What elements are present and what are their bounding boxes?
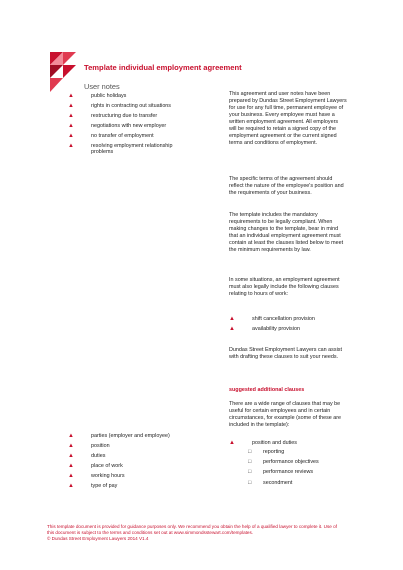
triangle-bullet-icon: ▲ <box>68 93 74 99</box>
list-item: ▲ availability provision <box>229 326 300 332</box>
triangle-bullet-icon: ▲ <box>68 103 74 109</box>
mandatory-requirements-paragraph: The template includes the mandatory requirements to be legally compliant. When making changes to the template, bear in mind that an individual employment agreement must contain at least the clauses listed below to meet the minimum requirements by law. <box>229 212 344 253</box>
hours-list <box>229 316 369 336</box>
mandatory-clauses-list <box>68 433 218 493</box>
list-item: ▲ negotiations with new employer <box>68 123 167 129</box>
list-item: ▲ public holidays <box>68 93 127 99</box>
document-title: Template individual employment agreement <box>84 63 242 72</box>
drafting-assist-paragraph: Dundas Street Employment Lawyers can assist with drafting these clauses to suit your needs. <box>229 347 342 360</box>
user-notes-list <box>68 93 218 159</box>
triangle-bullet-icon: ▲ <box>68 453 74 459</box>
triangle-bullet-icon: ▲ <box>68 463 74 469</box>
list-item: ▲ restructuring due to transfer <box>68 113 158 119</box>
list-item: ▲ rights in contracting out situations <box>68 103 172 109</box>
triangle-bullet-icon: ▲ <box>68 123 74 129</box>
copyright-line: © Dundas Street Employment Lawyers 2014 V1.4 <box>47 536 149 541</box>
list-item: ▲ position and duties <box>229 440 297 446</box>
list-item: ▲ shift cancellation provision <box>229 316 315 322</box>
checkbox-square-icon: □ <box>248 469 252 476</box>
triangle-bullet-icon: ▲ <box>68 113 74 119</box>
triangle-bullet-icon: ▲ <box>68 483 74 489</box>
list-item: □ performance objectives <box>248 459 319 466</box>
checkbox-square-icon: □ <box>248 449 252 455</box>
triangle-bullet-icon: ▲ <box>68 133 74 139</box>
footer-line: This template document is provided for guidance purposes only. We recommend you obtain the help of a qualified lawyer to complete it. Use of <box>47 524 337 529</box>
intro-paragraph: This agreement and user notes have been prepared by Dundas Street Employment Lawyers for use for any full time, permanent employee of your business. Every employee must have a written employment agreement. All employers will be required to retain a signed copy of the employment agreement or the current signed terms and conditions of employment. <box>229 91 347 146</box>
triangle-bullet-icon: ▲ <box>229 316 235 322</box>
list-item: ▲ no transfer of employment <box>68 133 154 139</box>
triangle-bullet-icon: ▲ <box>68 473 74 479</box>
triangle-bullet-icon: ▲ <box>229 326 235 332</box>
additional-clauses-list <box>229 440 369 449</box>
triangle-bullet-icon: ▲ <box>68 143 74 149</box>
company-logo <box>50 52 76 92</box>
list-item: □ reporting <box>248 449 285 455</box>
checkbox-square-icon: □ <box>248 459 252 466</box>
list-item: ▲ place of work <box>68 463 123 469</box>
additional-clauses-heading: suggested additional clauses <box>229 387 305 393</box>
footer-disclaimer <box>47 524 387 542</box>
specific-terms-paragraph: The specific terms of the agreement should reflect the nature of the employee's position and the requirements of your business. <box>229 176 344 196</box>
list-item: □ performance reviews <box>248 469 314 476</box>
list-item: □ secondment <box>248 479 293 486</box>
additional-clauses-paragraph: There are a wide range of clauses that may be useful for certain employees and in certain circumstances, for example (some of these are included in the template): <box>229 401 342 428</box>
list-item: ▲ type of pay <box>68 483 118 489</box>
list-item: ▲ position <box>68 443 110 449</box>
triangle-bullet-icon: ▲ <box>68 433 74 439</box>
list-item: ▲ working hours <box>68 473 125 479</box>
list-item: ▲ duties <box>68 453 106 459</box>
triangle-bullet-icon: ▲ <box>229 440 235 446</box>
list-item: ▲ parties (employer and employee) <box>68 433 170 439</box>
footer-line: this document is subject to the terms and conditions set out at www.simmondsstewart.com/templates. <box>47 530 254 535</box>
triangle-bullet-icon: ▲ <box>68 443 74 449</box>
hours-of-work-paragraph: In some situations, an employment agreement must also legally include the following clauses relating to hours of work: <box>229 277 340 297</box>
checkbox-square-icon: □ <box>248 479 252 486</box>
additional-sub-list <box>248 449 368 490</box>
list-item: ▲ resolving employment relationship problems <box>68 143 173 156</box>
user-notes-heading: User notes <box>84 82 120 91</box>
